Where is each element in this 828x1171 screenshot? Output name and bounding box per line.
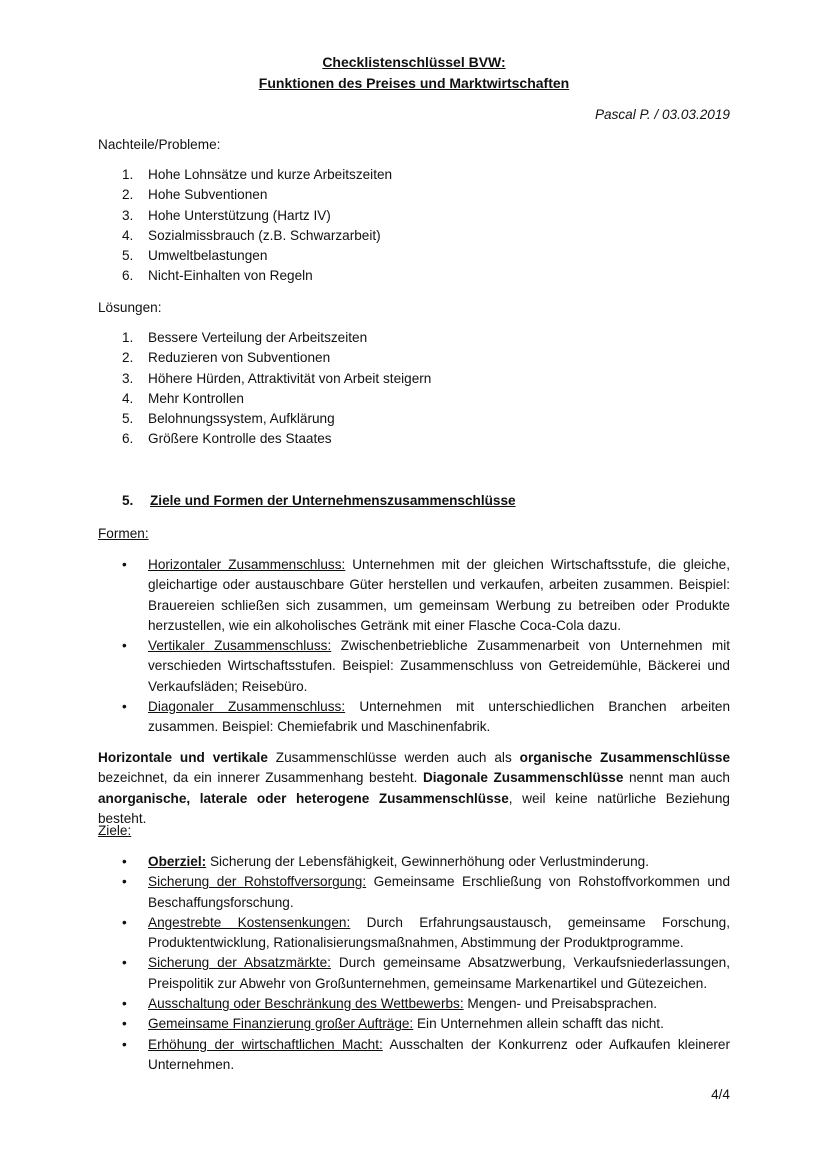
list-number: 1. [122, 330, 134, 345]
bullet-icon: • [122, 557, 127, 572]
term: Sicherung der Absatzmärkte: [148, 955, 331, 971]
list-number: 1. [122, 167, 134, 182]
list-number: 5. [122, 248, 134, 264]
section-title: Ziele und Formen der Unternehmenszusammenschlüsse [150, 493, 516, 508]
list-item [98, 636, 730, 697]
list-item [98, 1014, 730, 1034]
bullet-icon: • [122, 699, 127, 715]
list-item-text: Reduzieren von Subventionen [148, 350, 331, 366]
definition: Unternehmen mit der gleichen Wirtschaftsstufe, die gleiche, gleichartige oder austauschbare Güter herstellen und verkaufen, arbeiten zusammen. Beispiel: Brauereien schließen sich zusammen, um gemeinsam Werbung zu betreiben oder Produkte herzustellen, wie ein alkoholisches Getränk mit einer Flasche Coca-Cola dazu. [148, 557, 731, 633]
document-title-line1: Checklistenschlüssel BVW: [322, 54, 506, 70]
bullet-icon: • [122, 1016, 127, 1032]
list-item [98, 348, 738, 368]
section-heading [122, 491, 516, 511]
definition: Ein Unternehmen allein schafft das nicht. [413, 1016, 664, 1032]
list-item [98, 953, 730, 994]
list-item [98, 165, 738, 185]
text-run: bezeichnet, da ein innerer Zusammenhang besteht. [98, 770, 423, 786]
list-item [98, 226, 738, 246]
bold-phrase: Horizontale und vertikale [98, 750, 268, 765]
text-run: , weil keine natürliche Beziehung besteht. [98, 790, 730, 826]
loesungen-list [98, 328, 738, 450]
term: Gemeinsame Finanzierung großer Aufträge: [148, 1016, 414, 1032]
list-item-text: Bessere Verteilung der Arbeitszeiten [148, 330, 368, 345]
bullet-icon: • [122, 638, 127, 654]
text-run: nennt man auch [623, 770, 730, 786]
list-item-text: Hohe Lohnsätze und kurze Arbeitszeiten [148, 167, 393, 182]
list-item-text: Hohe Unterstützung (Hartz IV) [148, 207, 331, 223]
list-item [98, 328, 738, 348]
term: Oberziel: [148, 854, 207, 869]
bullet-icon: • [122, 1036, 127, 1052]
list-item-text: Belohnungssystem, Aufklärung [148, 411, 335, 427]
list-item [98, 206, 738, 226]
list-number: 4. [122, 227, 134, 243]
term: Erhöhung der wirtschaftlichen Macht: [148, 1036, 383, 1052]
list-item [98, 852, 730, 872]
list-number: 3. [122, 207, 134, 223]
nachteile-heading: Nachteile/Probleme: [98, 137, 221, 152]
definition: Durch gemeinsame Absatzwerbung, Verkaufsniederlassungen, Preispolitik zur Abwehr von Großunternehmen, gemeinsame Markenartikel und Gütezeichen. [148, 955, 730, 991]
bullet-icon: • [122, 914, 127, 930]
list-number: 6. [122, 431, 134, 447]
formen-list [98, 555, 730, 738]
term: Sicherung der Rohstoffversorgung: [148, 874, 367, 890]
list-item-text: Sozialmissbrauch (z.B. Schwarzarbeit) [148, 227, 381, 243]
list-item [98, 872, 730, 913]
definition: Zwischenbetriebliche Zusammenarbeit von Unternehmen mit verschieden Wirtschaftsstufen. Beispiel: Zusammenschluss von Getreidemühle, Bäckerei und Verkaufsläden; Reisebüro. [148, 638, 730, 694]
section-number: 5. [122, 493, 134, 508]
list-number: 3. [122, 370, 134, 386]
list-number: 2. [122, 187, 134, 203]
list-item [98, 409, 738, 429]
bold-phrase: anorganische, laterale oder heterogene Zusammenschlüsse [98, 790, 509, 806]
term: Horizontaler Zusammenschluss: [148, 557, 346, 572]
list-item [98, 1035, 730, 1076]
definition: Gemeinsame Erschließung von Rohstoffvorkommen und Beschaffungsforschung. [148, 874, 731, 910]
text-run: Zusammenschlüsse werden auch als [267, 750, 520, 765]
bullet-icon: • [122, 874, 127, 890]
list-item [98, 185, 738, 205]
list-item [98, 913, 730, 954]
term: Ausschaltung oder Beschränkung des Wettbewerbs: [148, 996, 464, 1012]
list-item-text: Umweltbelastungen [148, 248, 268, 264]
list-item [98, 369, 738, 389]
list-item [98, 266, 738, 286]
list-item [98, 697, 730, 738]
definition: Ausschalten der Konkurrenz oder Aufkaufen kleinerer Unternehmen. [148, 1036, 731, 1072]
list-item [98, 994, 730, 1014]
nachteile-list [98, 165, 738, 287]
list-item-text: Höhere Hürden, Attraktivität von Arbeit steigern [148, 370, 432, 386]
author-date: Pascal P. / 03.03.2019 [594, 107, 730, 122]
bullet-icon: • [122, 854, 127, 869]
list-item [98, 429, 738, 449]
ziele-list [98, 852, 730, 1075]
list-item-text: Mehr Kontrollen [148, 390, 244, 406]
list-number: 6. [122, 268, 134, 284]
definition: Durch Erfahrungsaustausch, gemeinsame Forschung, Produktentwicklung, Rationalisierungsmaßnahmen, Abstimmung der Produktprogramme. [148, 914, 731, 951]
page-number: 4/4 [711, 1087, 730, 1102]
formen-heading: Formen: [98, 526, 149, 541]
term: Diagonaler Zusammenschluss: [148, 699, 346, 715]
bold-phrase: Diagonale Zusammenschlüsse [422, 770, 624, 786]
bullet-icon: • [122, 955, 127, 971]
definition: Unternehmen mit unterschiedlichen Branchen arbeiten zusammen. Beispiel: Chemiefabrik und Maschinenfabrik. [148, 699, 731, 735]
document-title-line2: Funktionen des Preises und Marktwirtschaften [258, 75, 570, 91]
term: Angestrebte Kostensenkungen: [148, 914, 351, 930]
bullet-icon: • [122, 996, 127, 1012]
summary-paragraph [98, 748, 730, 829]
list-item-text: Hohe Subventionen [148, 187, 268, 203]
list-item-text: Größere Kontrolle des Staates [148, 431, 332, 447]
list-item [98, 246, 738, 266]
list-number: 2. [122, 350, 134, 366]
loesungen-heading: Lösungen: [98, 300, 162, 315]
definition: Sicherung der Lebensfähigkeit, Gewinnerhöhung oder Verlustminderung. [206, 854, 650, 869]
term: Vertikaler Zusammenschluss: [148, 638, 332, 654]
list-number: 4. [122, 390, 134, 406]
definition: Mengen- und Preisabsprachen. [463, 996, 658, 1012]
list-item [98, 389, 738, 409]
list-item [98, 555, 730, 636]
ziele-heading: Ziele: [98, 823, 132, 838]
list-item-text: Nicht-Einhalten von Regeln [148, 268, 313, 284]
list-number: 5. [122, 411, 134, 427]
bold-phrase: organische Zusammenschlüsse [519, 750, 731, 765]
